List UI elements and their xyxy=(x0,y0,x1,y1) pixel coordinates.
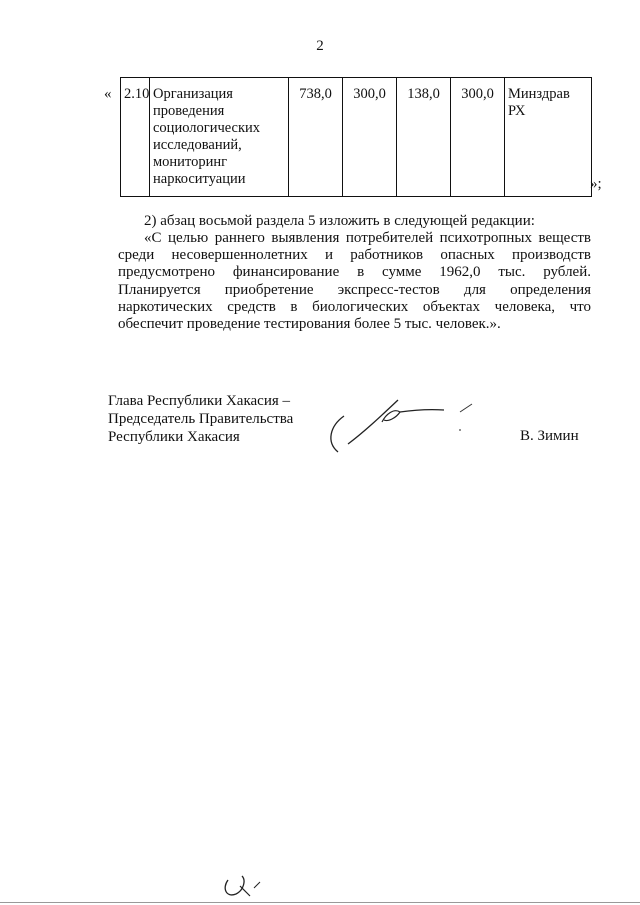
item-code: 2.10 xyxy=(121,78,150,197)
signatory-title-line: Республики Хакасия xyxy=(108,429,240,445)
handwritten-signature xyxy=(322,392,492,462)
value-year-3: 300,0 xyxy=(451,78,505,197)
executor: Минздрав РХ xyxy=(505,78,592,197)
table-row xyxy=(121,78,592,197)
item-title-line: социологических xyxy=(153,120,261,136)
item-title-line: исследований, xyxy=(153,137,242,153)
paragraph-intro: 2) абзац восьмой раздела 5 изложить в следующей редакции: xyxy=(144,213,535,229)
paragraph-body: «С целью раннего выявления потребителей психотропных веществ среди несовершеннолетних и работников опасных производств предусмотрено финансирование в сумме 1962,0 тыс. рублей. Планируется приобретение экспресс-тестов для определения наркотических средств в биологических объектах человека, что обеспечит проведение тестирования более 5 тыс. человек.». xyxy=(118,230,591,333)
item-title-line: мониторинг xyxy=(153,154,228,170)
item-title-line: проведения xyxy=(153,103,225,119)
budget-table xyxy=(120,77,592,197)
page-bottom-edge xyxy=(0,902,640,903)
quote-open: « xyxy=(104,86,112,102)
value-year-1: 300,0 xyxy=(343,78,397,197)
item-title xyxy=(150,78,289,197)
page-number: 2 xyxy=(316,38,324,54)
signatory-title xyxy=(108,392,293,446)
initials-mark xyxy=(216,872,276,902)
signatory-name: В. Зимин xyxy=(520,428,579,444)
signatory-title-line: Глава Республики Хакасия – xyxy=(108,393,291,409)
signatory-title-line: Председатель Правительства xyxy=(108,411,294,427)
value-year-2: 138,0 xyxy=(397,78,451,197)
quote-close: »; xyxy=(590,176,602,192)
item-title-line: Организация xyxy=(153,86,233,102)
value-total: 738,0 xyxy=(289,78,343,197)
item-title-line: наркоситуации xyxy=(153,171,246,187)
